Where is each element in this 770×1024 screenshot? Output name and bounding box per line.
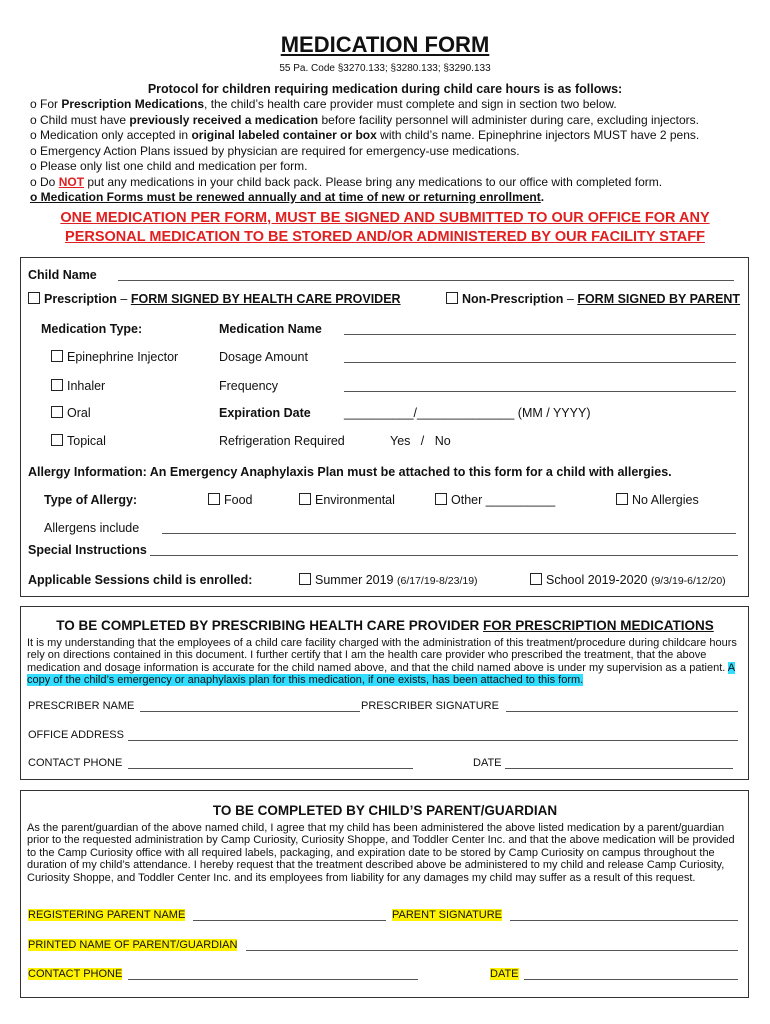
refrigeration-label: Refrigeration Required xyxy=(219,434,345,448)
type-of-allergy-label: Type of Allergy: xyxy=(44,493,138,507)
parent-statement: As the parent/guardian of the above named child, I agree that my child has been administered the above listed medication by a parent/guardian prior to the requested administration by Camp Curiosity, Curiosity Shoppe, and Toddler Center Inc. and that the above medication will be provided to the Camp Curiosity office with all required labels, packaging, and expiration date to be stored by Camp Curiosity on campus throughout the duration of my child’s attendance. I hereby request that the treatment described above be administered to my child and release Camp Curiosity, Curiosity Shoppe, and Toddler Center Inc. and its employees from liability for any damages my child may suffer as a result of this request. xyxy=(27,822,735,884)
type-inhaler[interactable]: Inhaler xyxy=(51,379,105,393)
parent-heading: TO BE COMPLETED BY CHILD’S PARENT/GUARDIAN xyxy=(212,803,558,818)
prescriber-phone-label: CONTACT PHONE xyxy=(28,757,123,769)
prescription-checkbox[interactable] xyxy=(28,292,40,304)
parent-signature-label: PARENT SIGNATURE xyxy=(392,909,503,921)
type-topical[interactable]: Topical xyxy=(51,434,106,448)
parent-date-label: DATE xyxy=(490,968,519,980)
warning-line-1: ONE MEDICATION PER FORM, MUST BE SIGNED AND SUBMITTED TO OUR OFFICE FOR ANY xyxy=(60,210,710,226)
checkbox[interactable] xyxy=(51,406,63,418)
prescriber-name-label: PRESCRIBER NAME xyxy=(28,700,135,712)
non-prescription-checkbox[interactable] xyxy=(446,292,458,304)
prescriber-date-label: DATE xyxy=(473,757,502,769)
medication-name-field[interactable] xyxy=(344,334,736,335)
special-instructions-field[interactable] xyxy=(150,555,738,556)
prescriber-signature-label: PRESCRIBER SIGNATURE xyxy=(361,700,499,712)
checkbox[interactable] xyxy=(299,573,311,585)
checkbox[interactable] xyxy=(51,379,63,391)
refrigeration-options[interactable]: Yes / No xyxy=(390,434,451,448)
protocol-item: o Do NOT put any medications in your child back pack. Please bring any medications to our office with completed form. xyxy=(30,174,663,189)
sessions-label: Applicable Sessions child is enrolled: xyxy=(28,573,253,587)
protocol-heading: Protocol for children requiring medication during child care hours is as follows: xyxy=(147,82,623,96)
protocol-item: o For Prescription Medications, the child’s health care provider must complete and sign in section two below. xyxy=(30,97,617,111)
warning-line-2: PERSONAL MEDICATION TO BE STORED AND/OR ADMINISTERED BY OUR FACILITY STAFF xyxy=(65,229,705,245)
checkbox[interactable] xyxy=(51,434,63,446)
dosage-amount-label: Dosage Amount xyxy=(219,350,308,364)
allergens-label: Allergens include xyxy=(44,521,140,535)
expiration-date-label: Expiration Date xyxy=(219,406,311,420)
checkbox[interactable] xyxy=(616,493,628,505)
prescriber-statement: It is my understanding that the employees of a child care facility charged with the administration of this treatment/procedure during childcare hours rely on directions contained in this document. I further certify that I am the health care provider who prescribed the treatment, that the above medication and dosage information is accurate for the child named above, and that the child named above is under my supervision as a patient. A copy of the child’s emergency or anaphylaxis plan for this medication, if one exists, has been attached to this form. xyxy=(27,637,737,687)
registering-parent-field[interactable] xyxy=(193,920,386,921)
medication-name-label: Medication Name xyxy=(219,322,322,336)
protocol-item: o Child must have previously received a medication before facility personnel will administer during care, excluding injectors. xyxy=(30,112,699,127)
registering-parent-label: REGISTERING PARENT NAME xyxy=(28,909,186,921)
child-name-label: Child Name xyxy=(28,268,97,282)
protocol-item: o Please only list one child and medication per form. xyxy=(30,159,308,173)
allergy-info-label: Allergy Information: An Emergency Anaphylaxis Plan must be attached to this form for a child with allergies. xyxy=(28,465,672,479)
printed-name-label: PRINTED NAME OF PARENT/GUARDIAN xyxy=(28,939,238,951)
session-school[interactable]: School 2019-2020 (9/3/19-6/12/20) xyxy=(530,573,726,587)
type-oral[interactable]: Oral xyxy=(51,406,91,420)
allergy-environmental[interactable]: Environmental xyxy=(299,493,395,507)
checkbox[interactable] xyxy=(299,493,311,505)
printed-name-field[interactable] xyxy=(246,950,738,951)
prescriber-date-field[interactable] xyxy=(505,768,733,769)
protocol-item: o Medication Forms must be renewed annually and at time of new or returning enrollment. xyxy=(30,190,545,204)
attachment-notice: A copy of the child’s emergency or anaphylaxis plan for this medication, if one exists, has been attached to this form. xyxy=(27,661,736,687)
prescriber-signature-field[interactable] xyxy=(506,711,738,712)
child-name-field[interactable] xyxy=(118,280,734,281)
protocol-item: o Emergency Action Plans issued by physician are required for emergency-use medications. xyxy=(30,143,520,158)
expiration-date-field[interactable]: __________/______________ (MM / YYYY) xyxy=(344,406,591,420)
frequency-field[interactable] xyxy=(344,391,736,392)
type-epinephrine[interactable]: Epinephrine Injector xyxy=(51,350,178,364)
frequency-label: Frequency xyxy=(219,379,279,393)
special-instructions-label: Special Instructions xyxy=(28,543,147,557)
prescriber-name-field[interactable] xyxy=(140,711,360,712)
allergy-other[interactable]: Other __________ xyxy=(435,493,555,507)
office-address-field[interactable] xyxy=(128,740,738,741)
checkbox[interactable] xyxy=(530,573,542,585)
session-summer[interactable]: Summer 2019 (6/17/19-8/23/19) xyxy=(299,573,478,587)
prescriber-heading: TO BE COMPLETED BY PRESCRIBING HEALTH CARE PROVIDER FOR PRESCRIPTION MEDICATIONS xyxy=(56,618,714,633)
medication-type-label: Medication Type: xyxy=(41,322,143,336)
allergy-none[interactable]: No Allergies xyxy=(616,493,699,507)
allergens-field[interactable] xyxy=(162,533,736,534)
prescription-option[interactable]: Prescription – FORM SIGNED BY HEALTH CARE PROVIDER xyxy=(28,292,401,306)
checkbox[interactable] xyxy=(51,350,63,362)
checkbox[interactable] xyxy=(208,493,220,505)
parent-signature-field[interactable] xyxy=(510,920,738,921)
non-prescription-option[interactable]: Non-Prescription – FORM SIGNED BY PARENT xyxy=(446,292,740,306)
allergy-food[interactable]: Food xyxy=(208,493,253,507)
parent-phone-label: CONTACT PHONE xyxy=(28,968,123,980)
office-address-label: OFFICE ADDRESS xyxy=(28,729,124,741)
prescriber-phone-field[interactable] xyxy=(128,768,413,769)
regulation-code: 55 Pa. Code §3270.133; §3280.133; §3290.133 xyxy=(279,63,491,74)
protocol-item: o Medication only accepted in original labeled container or box with child’s name. Epinephrine injectors MUST have 2 pens. xyxy=(30,128,700,142)
dosage-amount-field[interactable] xyxy=(344,362,736,363)
checkbox[interactable] xyxy=(435,493,447,505)
protocol-list xyxy=(30,97,699,206)
form-title: MEDICATION FORM xyxy=(280,32,490,57)
parent-date-field[interactable] xyxy=(524,979,738,980)
parent-phone-field[interactable] xyxy=(128,979,418,980)
